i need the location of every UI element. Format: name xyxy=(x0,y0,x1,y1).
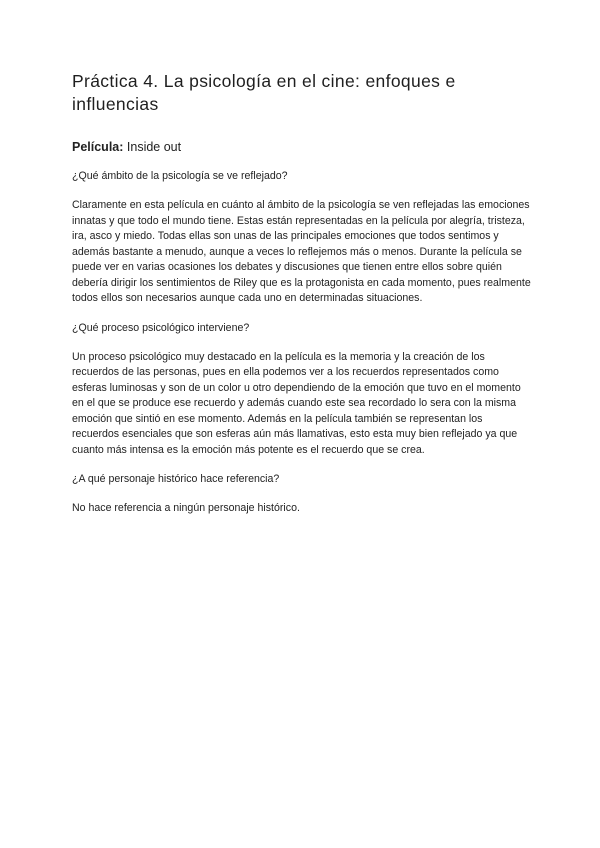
answer-3: No hace referencia a ningún personaje histórico. xyxy=(72,502,300,514)
answer-1: Claramente en esta película en cuánto al ámbito de la psicología se ven reflejadas las emociones innatas y que todo el mundo tiene. Estas están representadas en la película por alegría, tristeza, ira, asco y miedo. Todas ellas son unas de las principales emociones que todos sentimos y además bastante a menudo, aunque a veces lo reflejemos más o menos. Durante la película se puede ver en varias ocasiones los debates y discusiones que tienen entre ellos sobre quién debería dirigir los sentimientos de Riley que es la protagonista en cada momento, pues realmente todos ellos son necesarios aunque cada uno en determinadas situaciones. xyxy=(72,199,531,304)
movie-label: Película: xyxy=(72,140,124,154)
movie-value: Inside out xyxy=(126,140,182,154)
question-1: ¿Qué ámbito de la psicología se ve reflejado? xyxy=(72,170,288,182)
page-title: Práctica 4. La psicología en el cine: enfoques e influencias xyxy=(72,71,456,114)
answer-2: Un proceso psicológico muy destacado en la película es la memoria y la creación de los recuerdos de las personas, pues en ella podemos ver a los recuerdos representados como esferas luminosas y son de un color u otro dependiendo de la emoción que tuvo en el momento en el que se produce ese recuerdo y además cuando este sea recordado lo sera con la misma emoción que sintió en ese momento. Además en la película también se representan los recuerdos esenciales que son esferas aún más llamativas, esto esta muy bien reflejado ya que cuanto más intensa es la emoción más potente es el recuerdo que se crea. xyxy=(72,350,521,456)
question-3: ¿A qué personaje histórico hace referencia? xyxy=(72,473,280,485)
question-2: ¿Qué proceso psicológico interviene? xyxy=(72,321,250,334)
document-content xyxy=(72,70,532,517)
movie-line xyxy=(72,139,532,155)
